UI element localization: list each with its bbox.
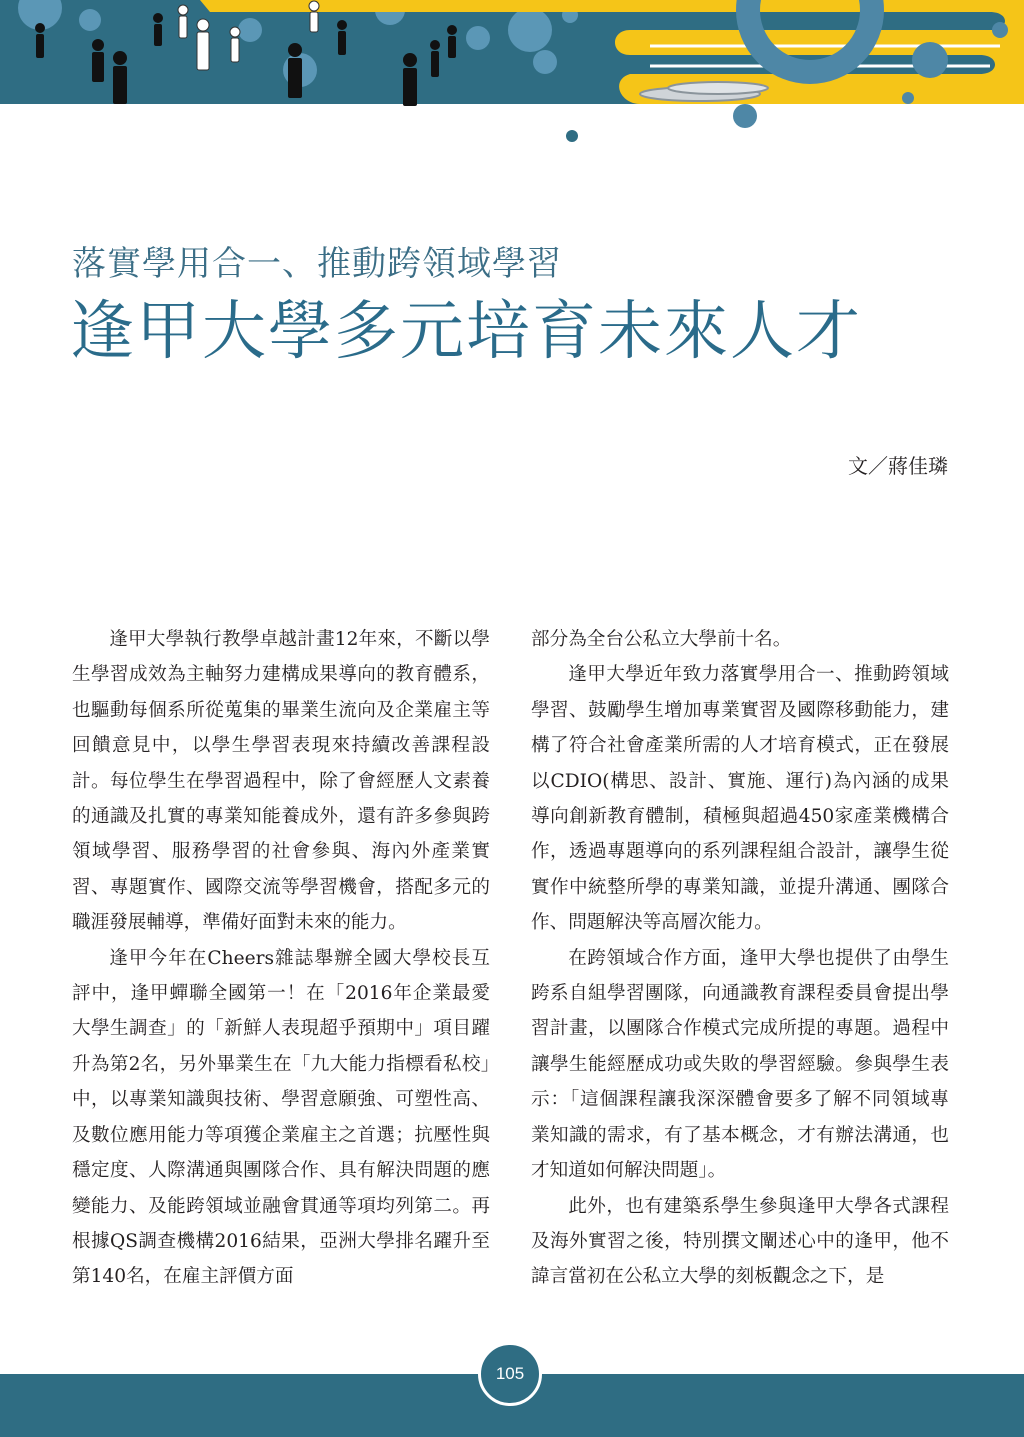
paragraph: 此外，也有建築系學生參與逢甲大學各式課程及海外實習之後，特別撰文闡述心中的逢甲，他不諱言當初在公私立大學的刻板觀念之下，是 (531, 1195, 949, 1288)
body-column-right (531, 622, 949, 1295)
page-number (478, 1342, 542, 1406)
header-banner (0, 0, 1024, 150)
paragraph: 在跨領域合作方面，逢甲大學也提供了由學生跨系自組學習團隊，向通識教育課程委員會提出學習計畫，以團隊合作模式完成所提的專題。過程中讓學生能經歷成功或失敗的學習經驗。參與學生表示：「這個課程讓我深深體會要多了解不同領域專業知識的需求，有了基本概念，才有辦法溝通，也才知道如何解決問題」。 (531, 947, 949, 1182)
body-column-left (72, 622, 490, 1295)
author-byline: 文／蔣佳璘 (848, 454, 948, 478)
article-title: 逢甲大學多元培育未來人才 (70, 295, 862, 369)
paragraph-continued: 部分為全台公私立大學前十名。 (531, 629, 792, 650)
paragraph: 逢甲今年在Cheers雜誌舉辦全國大學校長互評中，逢甲蟬聯全國第一！在「2016年企業最愛大學生調查」的「新鮮人表現超乎預期中」項目躍升為第2名，另外畢業生在「九大能力指標看私校」中，以專業知識與技術、學習意願強、可塑性高、及數位應用能力等項獲企業雇主之首選；抗壓性與穩定度、人際溝通與團隊合作、具有解決問題的應變能力、及能跨領域並融會貫通等項均列第二。再根據QS調查機構2016結果，亞洲大學排名躍升至第140名，在雇主評價方面 (72, 947, 490, 1288)
paragraph: 逢甲大學執行教學卓越計畫12年來，不斷以學生學習成效為主軸努力建構成果導向的教育體系，也驅動每個系所從蒐集的畢業生流向及企業雇主等回饋意見中，以學生學習表現來持續改善課程設計。每位學生在學習過程中，除了會經歷人文素養的通識及扎實的專業知能養成外，還有許多參與跨領域學習、服務學習的社會參與、海內外產業實習、專題實作、國際交流等學習機會，搭配多元的職涯發展輔導，準備好面對未來的能力。 (72, 629, 490, 934)
article-subtitle: 落實學用合一、推動跨領域學習 (72, 244, 562, 284)
decorative-banner-graphic (0, 0, 1024, 150)
paragraph: 逢甲大學近年致力落實學用合一、推動跨領域學習、鼓勵學生增加專業實習及國際移動能力，建構了符合社會產業所需的人才培育模式，正在發展以CDIO(構思、設計、實施、運行)為內涵的成果導向創新教育體制，積極與超過450家產業機構合作，透過專題導向的系列課程組合設計，讓學生從實作中統整所學的專業知識，並提升溝通、團隊合作、問題解決等高層次能力。 (531, 664, 949, 934)
page-number-text: 105 (495, 1364, 525, 1383)
